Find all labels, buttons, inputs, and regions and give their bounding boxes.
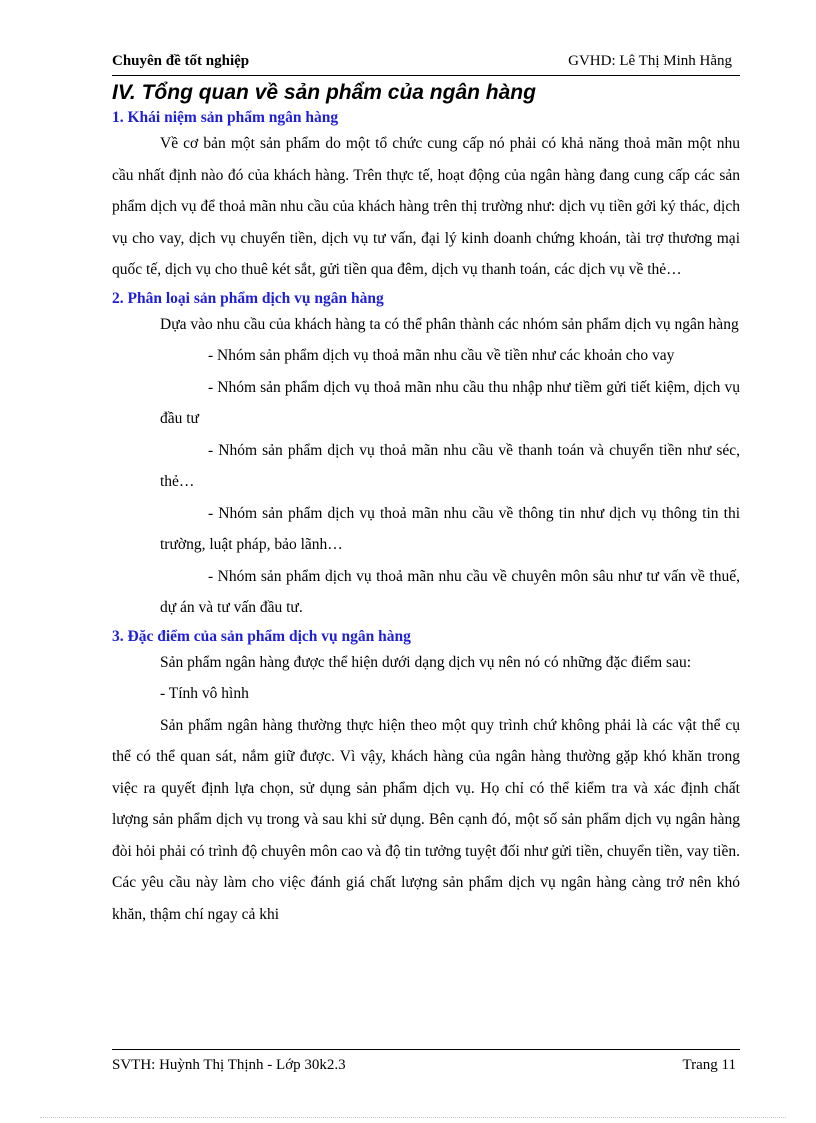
header-advisor: GVHD: Lê Thị Minh Hằng [568,53,732,69]
page-footer [112,1049,740,1073]
list-item: - Nhóm sản phẩm dịch vụ thoả mãn nhu cầu về thông tin như dịch vụ thông tin thi trường, luật pháp, bảo lãnh… [160,504,740,553]
paragraph-1: Về cơ bản một sản phẩm do một tổ chức cung cấp nó phải có khả năng thoả mãn một nhu cầu nhất định nào đó của khách hàng. Trên thực tế, hoạt động của ngân hàng đang cung cấp các sản phẩm dịch vụ để thoả mãn nhu cầu của khách hàng trên thị trường như: dịch vụ tiền gởi ký thác, dịch vụ cho vay, dịch vụ chuyển tiền, dịch vụ tư vấn, đại lý kinh doanh chứng khoán, tài trợ thương mại quốc tế, dịch vụ cho thuê két sắt, gửi tiền qua đêm, dịch vụ thanh toán, các dịch vụ về thẻ… [112,135,740,278]
paragraph-3-body: Sản phẩm ngân hàng thường thực hiện theo một quy trình chứ không phải là các vật thể cụ thể có thể quan sát, nắm giữ được. Vì vậy, khách hàng của ngân hàng thường gặp khó khăn trong việc ra quyết định lựa chọn, sử dụng sản phẩm dịch vụ. Họ chỉ có thể kiểm tra và xác định chất lượng sản phẩm dịch vụ trong và sau khi sử dụng. Bên cạnh đó, một số sản phẩm dịch vụ ngân hàng đòi hỏi phải có trình độ chuyên môn cao và độ tin tưởng tuyệt đối như gửi tiền, chuyển tiền, vay tiền. Các yêu cầu này làm cho việc đánh giá chất lượng sản phẩm dịch vụ ngân hàng càng trở nên khó khăn, thậm chí ngay cả khi [112,716,740,923]
header-doc-title: Chuyên đề tốt nghiệp [112,53,250,69]
footer-student: SVTH: Huỳnh Thị Thịnh - Lớp 30k2.3 [112,1057,346,1073]
page-number: Trang 11 [682,1057,736,1073]
heading-2: 2. Phân loại sản phẩm dịch vụ ngân hàng [112,289,384,307]
paragraph-3-intro: Sản phẩm ngân hàng được thể hiện dưới dạng dịch vụ nên nó có những đặc điểm sau: [160,653,692,671]
paragraph-2-intro: Dựa vào nhu cầu của khách hàng ta có thể phân thành các nhóm sản phẩm dịch vụ ngân hàng [160,315,739,333]
list-item: - Nhóm sản phẩm dịch vụ thoả mãn nhu cầu về thanh toán và chuyển tiền như séc, thẻ… [160,441,740,490]
list-item: - Nhóm sản phẩm dịch vụ thoả mãn nhu cầu về chuyên môn sâu như tư vấn về thuế, dự án và tư vấn đầu tư. [160,567,740,616]
page-content [112,79,740,930]
page-header [112,51,740,76]
heading-1: 1. Khái niệm sản phẩm ngân hàng [112,109,339,126]
list-item: - Nhóm sản phẩm dịch vụ thoả mãn nhu cầu về tiền như các khoản cho vay [208,347,675,364]
page-bottom-edge [40,1117,786,1118]
heading-3: 3. Đặc điểm của sản phẩm dịch vụ ngân hàng [112,627,411,645]
section-title: IV. Tổng quan về sản phẩm của ngân hàng [112,81,536,104]
bullet-intangible: - Tính vô hình [160,685,249,702]
list-item: - Nhóm sản phẩm dịch vụ thoả mãn nhu cầu thu nhập như tiềm gửi tiết kiệm, dịch vụ đầu tư [160,378,740,427]
